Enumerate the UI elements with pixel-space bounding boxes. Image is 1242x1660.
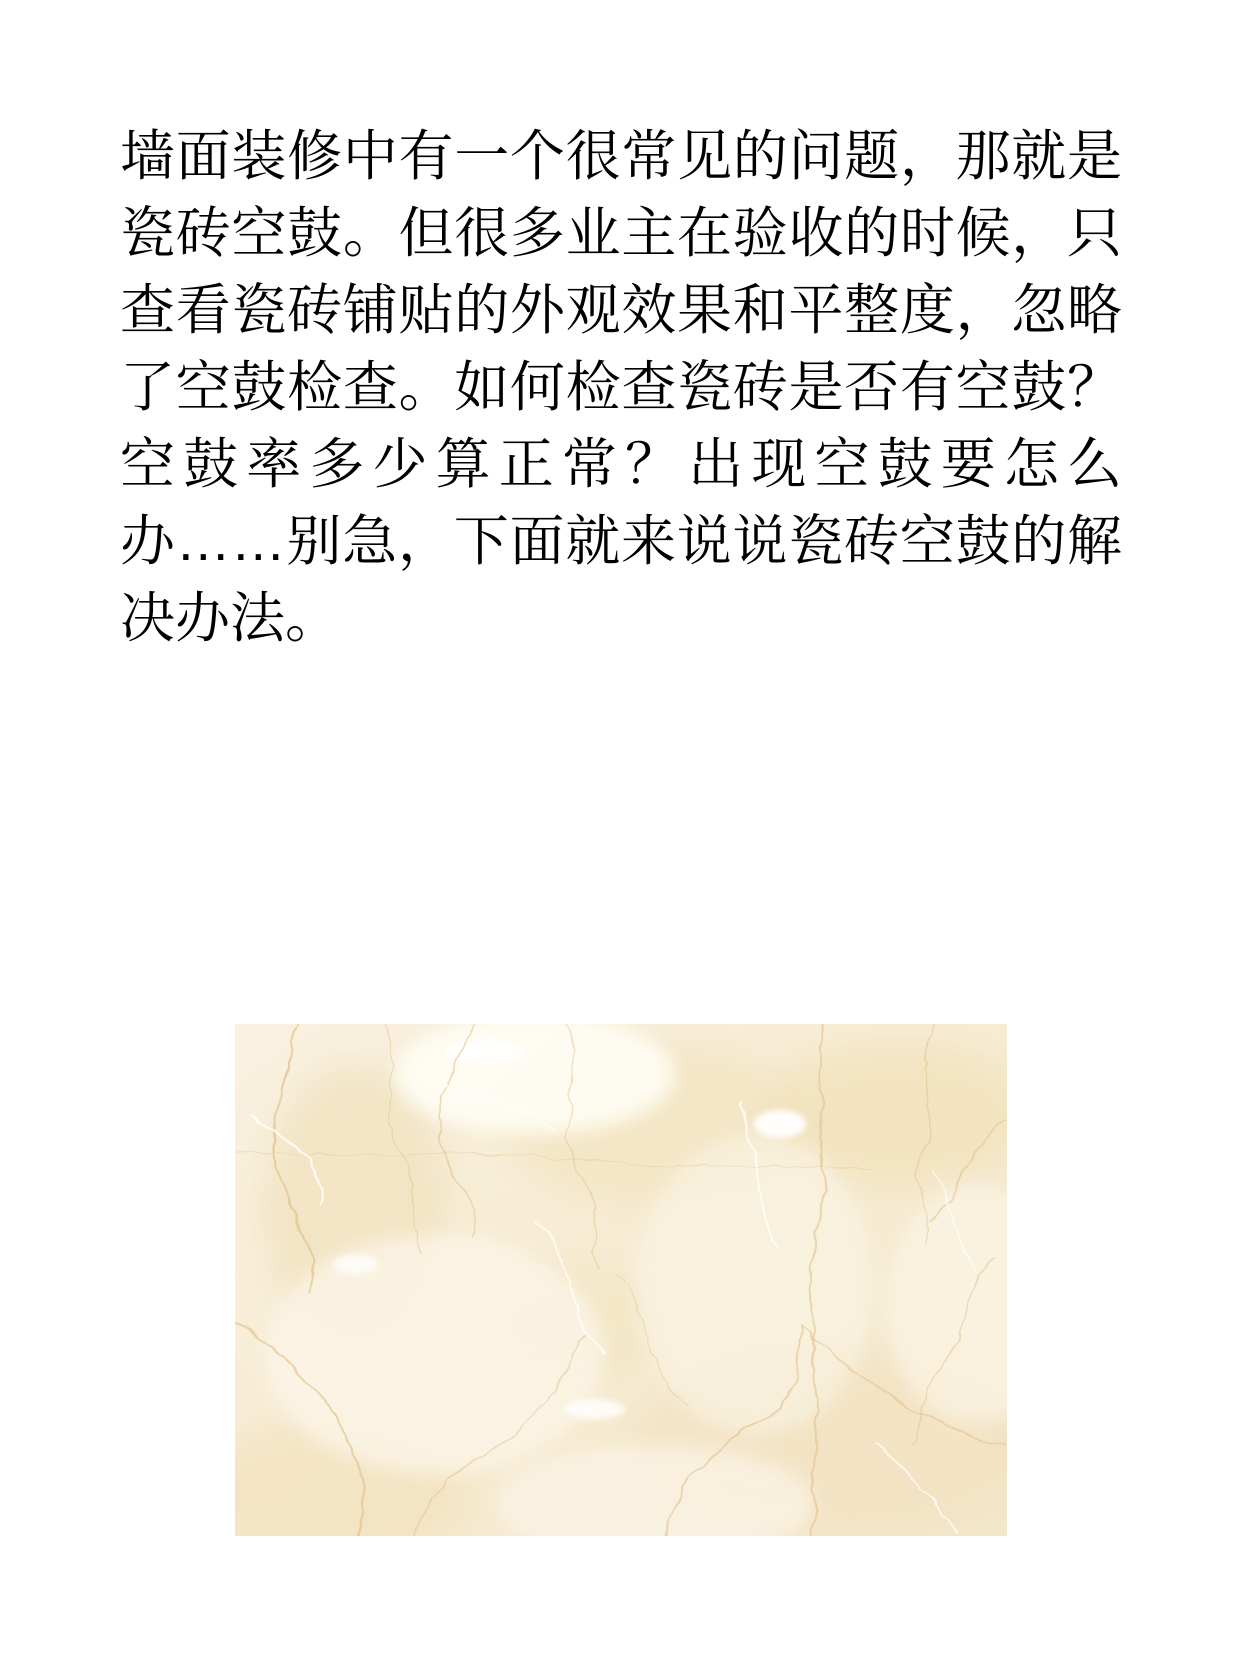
- paragraph-line-6: 办……别急，下面就来说说瓷砖空鼓的解: [120, 510, 1122, 572]
- paragraph-line-5: 空鼓率多少算正常？出现空鼓要怎么: [120, 433, 1122, 495]
- paragraph-line-2: 瓷砖空鼓。但很多业主在验收的时候，只: [120, 202, 1122, 264]
- paragraph-line-3: 查看瓷砖铺贴的外观效果和平整度，忽略: [120, 279, 1122, 341]
- article-paragraph: [120, 118, 1122, 657]
- paragraph-line-1: 墙面装修中有一个很常见的问题，那就是: [120, 125, 1122, 187]
- paragraph-line-7: 决办法。: [120, 587, 341, 649]
- marble-texture-image: [235, 1024, 1007, 1536]
- tile-texture-figure: [235, 1024, 1007, 1536]
- paragraph-line-4: 了空鼓检查。如何检查瓷砖是否有空鼓？: [120, 356, 1122, 418]
